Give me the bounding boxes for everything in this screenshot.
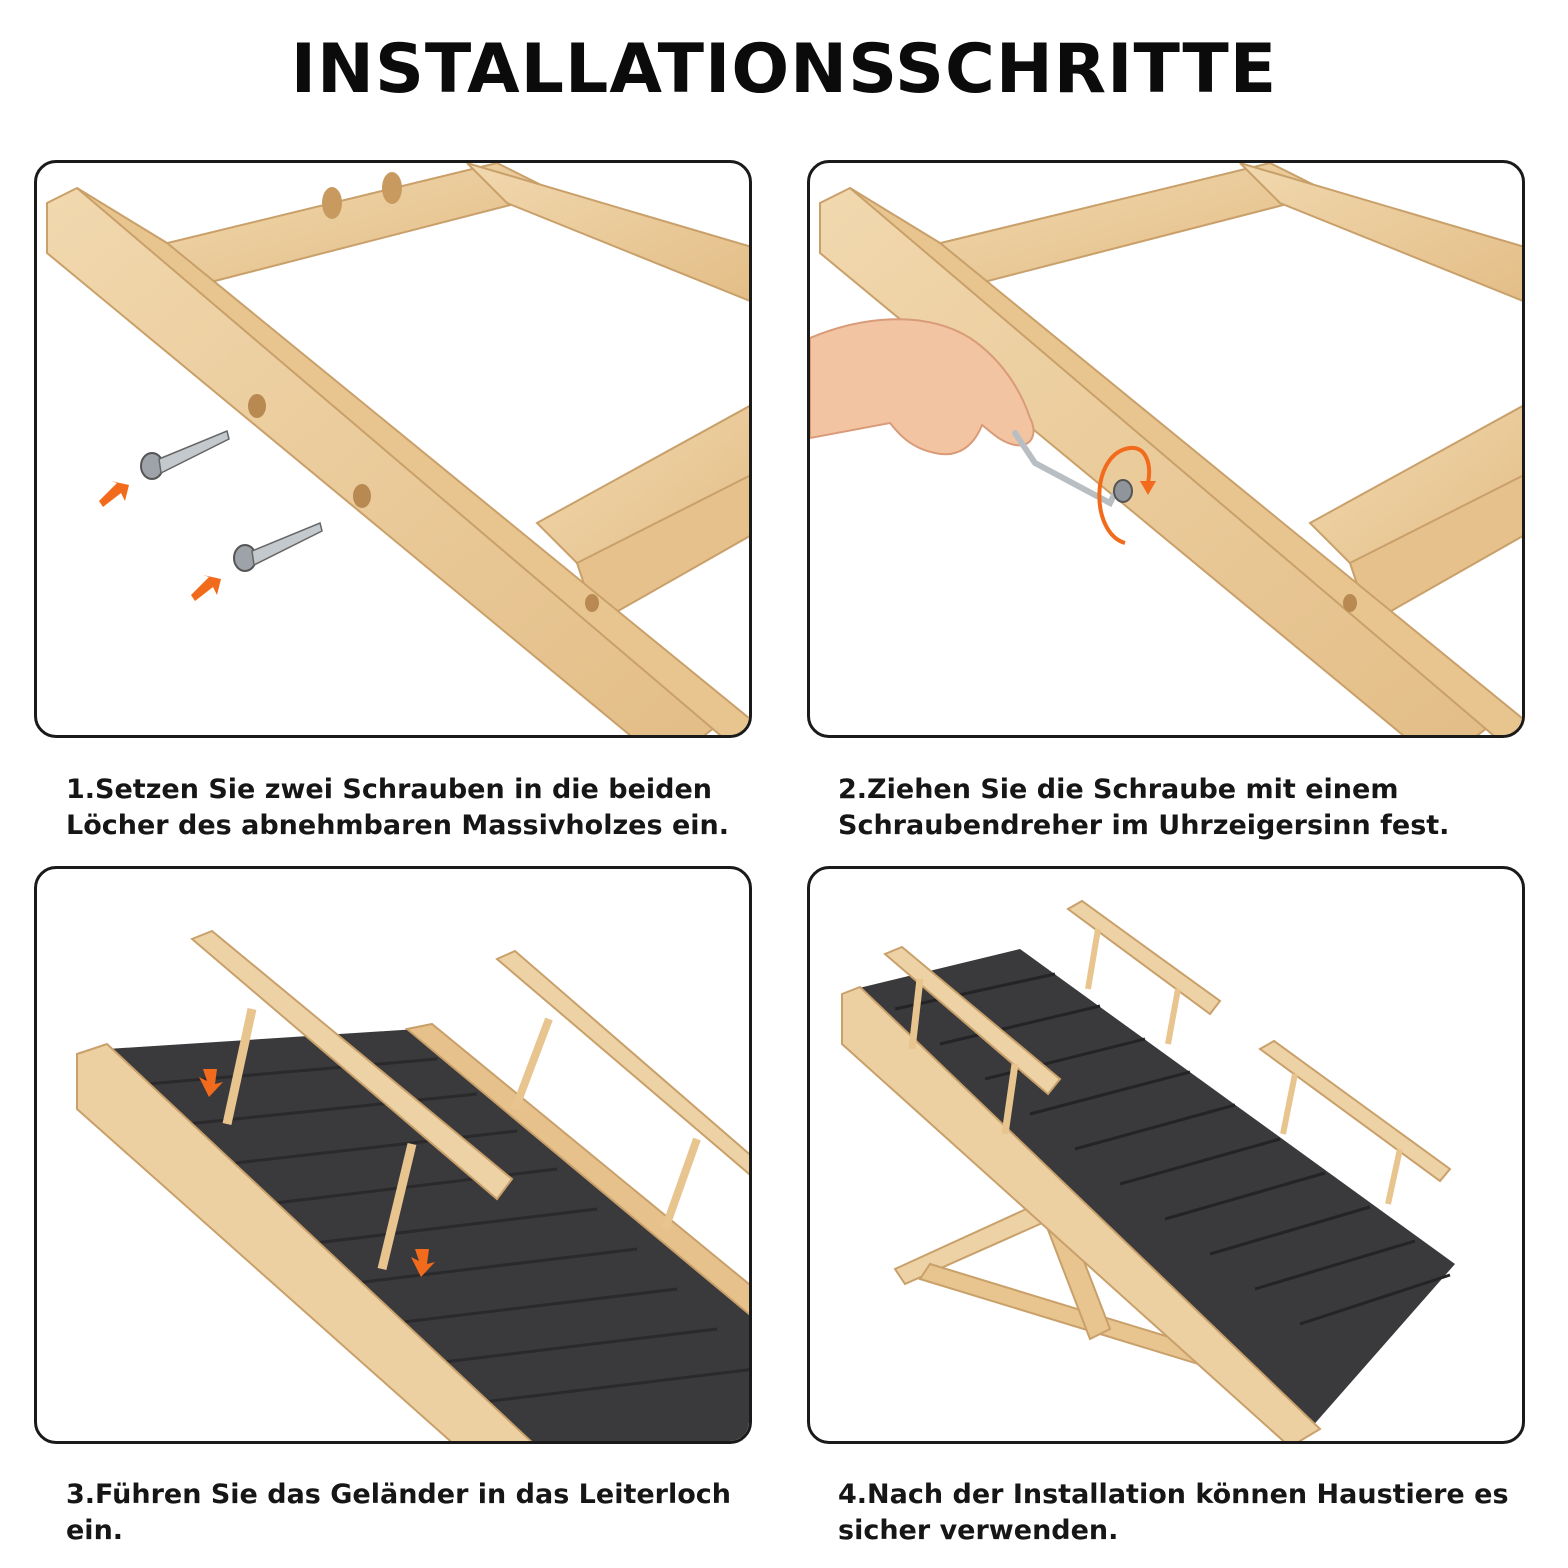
step-4-caption: 4.Nach der Installation können Haustiere es sicher verwenden.: [838, 1479, 1509, 1546]
step-2-image: [807, 160, 1525, 738]
step-4-image: [807, 866, 1525, 1444]
step-1-image: [34, 160, 752, 738]
hand-tightening-illustration: [810, 163, 1525, 738]
railing-insertion-illustration: [37, 869, 752, 1444]
screw-icon: [141, 431, 229, 479]
wooden-frame-illustration: [37, 163, 752, 738]
finished-ramp-illustration: [810, 869, 1525, 1444]
step-3-image: [34, 866, 752, 1444]
arrow-icon: [191, 575, 221, 601]
page-title: INSTALLATIONSSCHRITTE: [290, 30, 1278, 109]
arrow-icon: [99, 481, 129, 507]
screw-icon: [234, 523, 322, 571]
step-3-caption: 3.Führen Sie das Geländer in das Leiterloch ein.: [66, 1479, 732, 1546]
step-2-caption: 2.Ziehen Sie die Schraube mit einem Schraubendreher im Uhrzeigersinn fest.: [838, 774, 1450, 841]
step-1-caption: 1.Setzen Sie zwei Schrauben in die beiden Löcher des abnehmbaren Massivholzes ein.: [66, 774, 730, 841]
